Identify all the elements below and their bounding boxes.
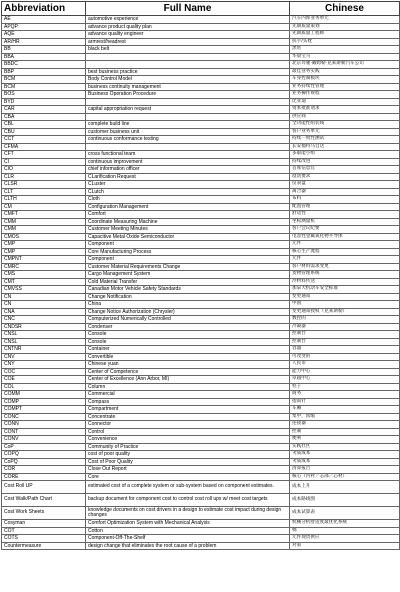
table-row	[2, 203, 400, 211]
table-row	[2, 308, 400, 316]
chinese-cell: 便利	[290, 436, 400, 444]
table-row	[2, 241, 400, 249]
chinese-cell: 车厢	[290, 406, 400, 414]
full-name-cell: Body Control Model	[86, 76, 290, 84]
abbreviation-cell: CBA	[2, 113, 86, 121]
abbreviation-cell: CNTNR	[2, 346, 86, 354]
abbreviation-cell: CFT	[2, 151, 86, 159]
chinese-cell: 核心（内衬／芯部／芯材）	[290, 473, 400, 481]
abbreviation-cell: BBP	[2, 68, 86, 76]
full-name-cell: Console	[86, 338, 290, 346]
chinese-cell: 卓越中心	[290, 376, 400, 384]
chinese-cell: 柱子	[290, 383, 400, 391]
chinese-cell: 控制	[290, 428, 400, 436]
chinese-cell: 货物管理系统	[290, 271, 400, 279]
abbreviation-cell: COMPT	[2, 406, 86, 414]
full-name-cell: Coordinate Measuring Machine	[86, 218, 290, 226]
chinese-cell: 先期质量策划	[290, 23, 400, 31]
chinese-cell: 首席信息官	[290, 166, 400, 174]
full-name-cell: Customer Meeting Minutes	[86, 226, 290, 234]
abbreviation-cell: CN	[2, 301, 86, 309]
full-name-cell	[86, 113, 290, 121]
full-name-cell: CLuster	[86, 181, 290, 189]
chinese-cell: 指南针	[290, 398, 400, 406]
full-name-cell: Component-Off-The-Shelf	[86, 535, 290, 543]
full-name-cell: Commercial	[86, 391, 290, 399]
full-name-cell: backup document for component cost to control cost roll ups w/ meet cost targets	[86, 494, 290, 507]
abbreviation-cell: CMM	[2, 226, 86, 234]
full-name-cell: China	[86, 301, 290, 309]
abbreviation-cell: CFMA	[2, 143, 86, 151]
full-name-cell: Cold Material Transfer	[86, 278, 290, 286]
table-row	[2, 106, 400, 114]
full-name-cell: Comfort	[86, 211, 290, 219]
chinese-cell: 北京奔驰·戴姆勒·克莱斯勒汽车公司	[290, 61, 400, 69]
table-row	[2, 113, 400, 121]
full-name-cell: customer business unit	[86, 128, 290, 136]
chinese-cell: 客户材料需求变更	[290, 263, 400, 271]
chinese-cell: 持续一致性测试	[290, 136, 400, 144]
abbreviation-cell: Cosyman	[2, 520, 86, 528]
table-row	[2, 323, 400, 331]
abbreviation-cell: CoP	[2, 443, 86, 451]
full-name-cell: best business practice	[86, 68, 290, 76]
abbreviation-cell: BYD	[2, 98, 86, 106]
full-name-cell: Component	[86, 256, 290, 264]
chinese-cell: 业务操作规程	[290, 91, 400, 99]
table-row	[2, 286, 400, 294]
table-row	[2, 331, 400, 339]
table-row	[2, 421, 400, 429]
table-row	[2, 346, 400, 354]
table-row	[2, 248, 400, 256]
table-row	[2, 136, 400, 144]
chinese-cell: 比亚迪	[290, 98, 400, 106]
full-name-cell: Computerized Numerically Controlled	[86, 316, 290, 324]
full-name-cell: Compass	[86, 398, 290, 406]
abbreviation-cell: Cost Walk/Path Chart	[2, 494, 86, 507]
chinese-cell: 实践社区	[290, 443, 400, 451]
full-name-cell: Change Notification	[86, 293, 290, 301]
full-name-cell: continuous improvement	[86, 158, 290, 166]
abbreviation-cell: CM	[2, 203, 86, 211]
table-row	[2, 451, 400, 459]
table-row	[2, 38, 400, 46]
chinese-cell: 最佳业务实践	[290, 68, 400, 76]
full-name-cell: Cloth	[86, 196, 290, 204]
abbreviation-cell: CN	[2, 293, 86, 301]
table-row	[2, 278, 400, 286]
table-row	[2, 211, 400, 219]
abbreviation-cell: CLT	[2, 188, 86, 196]
chinese-cell: 元件	[290, 256, 400, 264]
abbreviation-cell: CNC	[2, 316, 86, 324]
full-name-cell: Change Notice Authorization (Chrysler)	[86, 308, 290, 316]
chinese-cell: 对策	[290, 542, 400, 550]
table-row	[2, 256, 400, 264]
table-row	[2, 196, 400, 204]
table-row	[2, 413, 400, 421]
chinese-cell: 冷凝器	[290, 323, 400, 331]
table-row	[2, 535, 400, 543]
table-row	[2, 83, 400, 91]
chinese-cell: 华晨宝马	[290, 53, 400, 61]
abbreviation-cell: BCM	[2, 83, 86, 91]
abbreviation-cell: COMM	[2, 391, 86, 399]
abbreviation-cell: CLSR	[2, 181, 86, 189]
table-row	[2, 16, 400, 24]
table-row	[2, 398, 400, 406]
table-row	[2, 233, 400, 241]
chinese-cell: 客户业务单元	[290, 128, 400, 136]
chinese-cell: 业务持续性管理	[290, 83, 400, 91]
table-row	[2, 436, 400, 444]
table-row	[2, 353, 400, 361]
abbreviation-cell: CONC	[2, 413, 86, 421]
full-name-cell: knowledge documents on cost drivers in a design to estimate cost impact during design changes	[86, 507, 290, 520]
table-row	[2, 443, 400, 451]
full-name-cell: Comfort Optimization System with Mechanical Analysis	[86, 520, 290, 528]
chinese-cell: 能力中心	[290, 368, 400, 376]
table-body	[2, 16, 400, 550]
abbreviation-cell: COL	[2, 383, 86, 391]
table-row	[2, 23, 400, 31]
chinese-cell: 机械分析舒适度最优化系统	[290, 520, 400, 528]
table-row	[2, 458, 400, 466]
header-chinese: Chinese	[290, 2, 400, 16]
full-name-cell: Connector	[86, 421, 290, 429]
chinese-cell: 先期质量工程师	[290, 31, 400, 39]
chinese-cell: 元件现货供应	[290, 535, 400, 543]
chinese-cell: 全功能性组装线	[290, 121, 400, 129]
full-name-cell: complete build line	[86, 121, 290, 129]
table-row	[2, 121, 400, 129]
chinese-cell: 劣质成本	[290, 458, 400, 466]
table-row	[2, 473, 400, 481]
abbreviation-table	[1, 1, 400, 550]
table-row	[2, 542, 400, 550]
full-name-cell: capital appropriation request	[86, 106, 290, 114]
abbreviation-cell: AE	[2, 16, 86, 24]
table-row	[2, 226, 400, 234]
full-name-cell: Cargo Management System	[86, 271, 290, 279]
abbreviation-cell: COPQ	[2, 451, 86, 459]
chinese-cell: 核心生产流程	[290, 248, 400, 256]
abbreviation-cell: COMP	[2, 398, 86, 406]
full-name-cell: Convertible	[86, 353, 290, 361]
abbreviation-cell: AR/HR	[2, 38, 86, 46]
full-name-cell: Core	[86, 473, 290, 481]
table-row	[2, 361, 400, 369]
table-row	[2, 31, 400, 39]
table-row	[2, 316, 400, 324]
chinese-cell: 变更通知	[290, 293, 400, 301]
abbreviation-cell: CAR	[2, 106, 86, 114]
chinese-cell: 连接器	[290, 421, 400, 429]
abbreviation-cell: COE	[2, 376, 86, 384]
abbreviation-cell: CONV	[2, 436, 86, 444]
abbreviation-cell: CMT	[2, 278, 86, 286]
table-row	[2, 166, 400, 174]
table-row	[2, 368, 400, 376]
abbreviation-cell: AQE	[2, 31, 86, 39]
abbreviation-cell: CORE	[2, 473, 86, 481]
abbreviation-cell: CoPQ	[2, 458, 86, 466]
full-name-cell: Convenience	[86, 436, 290, 444]
table-row	[2, 188, 400, 196]
chinese-cell: 舒适性	[290, 211, 400, 219]
full-name-cell: black belt	[86, 46, 290, 54]
table-row	[2, 481, 400, 494]
table-row	[2, 293, 400, 301]
chinese-cell: 冷材料传送	[290, 278, 400, 286]
full-name-cell: Concentrate	[86, 413, 290, 421]
abbreviation-cell: CNSL	[2, 338, 86, 346]
table-row	[2, 527, 400, 535]
abbreviation-cell: CNDSR	[2, 323, 86, 331]
header-abbreviation: Abbreviation	[2, 2, 86, 16]
chinese-cell: 成本上升	[290, 481, 400, 494]
full-name-cell: continuous conformance testing	[86, 136, 290, 144]
abbreviation-cell: BB	[2, 46, 86, 54]
full-name-cell	[86, 53, 290, 61]
abbreviation-cell: CCT	[2, 136, 86, 144]
abbreviation-cell: BOS	[2, 91, 86, 99]
chinese-cell: 黑带	[290, 46, 400, 54]
abbreviation-cell: CMOS	[2, 233, 86, 241]
table-row	[2, 143, 400, 151]
chinese-cell: 离合器	[290, 188, 400, 196]
full-name-cell: CLarification Request	[86, 173, 290, 181]
chinese-cell: 资本批准请求	[290, 106, 400, 114]
table-row	[2, 128, 400, 136]
abbreviation-cell: CNY	[2, 361, 86, 369]
full-name-cell: Compartment	[86, 406, 290, 414]
full-name-cell: cost of poor quality	[86, 451, 290, 459]
abbreviation-cell: COR	[2, 466, 86, 474]
chinese-cell: 车身控制模块	[290, 76, 400, 84]
abbreviation-cell: CMVSS	[2, 286, 86, 294]
table-row	[2, 507, 400, 520]
full-name-cell: cross functional team	[86, 151, 290, 159]
chinese-cell: 商务	[290, 391, 400, 399]
full-name-cell	[86, 143, 290, 151]
abbreviation-cell: COC	[2, 368, 86, 376]
chinese-cell: 中国	[290, 301, 400, 309]
abbreviation-cell: CLTH	[2, 196, 86, 204]
chinese-cell: 长安福特马自达	[290, 143, 400, 151]
abbreviation-cell: BCM	[2, 76, 86, 84]
chinese-cell: 澄清要求	[290, 173, 400, 181]
abbreviation-cell: Cost Roll UP	[2, 481, 86, 494]
full-name-cell: Column	[86, 383, 290, 391]
full-name-cell: Canadian Motor Vehicle Safety Standards	[86, 286, 290, 294]
chinese-cell: 仪表盘	[290, 181, 400, 189]
full-name-cell: chief information officer	[86, 166, 290, 174]
abbreviation-cell: CMM	[2, 218, 86, 226]
abbreviation-cell: CONN	[2, 421, 86, 429]
chinese-cell: 劣质成本	[290, 451, 400, 459]
abbreviation-cell: CBU	[2, 128, 86, 136]
full-name-cell: Core Manufacturing Process	[86, 248, 290, 256]
chinese-cell: 清算报告	[290, 466, 400, 474]
table-row	[2, 46, 400, 54]
chinese-cell: 电容性金属氧化物半导体	[290, 233, 400, 241]
table-row	[2, 181, 400, 189]
abbreviation-cell: CNV	[2, 353, 86, 361]
table-row	[2, 218, 400, 226]
full-name-cell: armrest/headrest	[86, 38, 290, 46]
table-row	[2, 466, 400, 474]
abbreviation-cell: CIO	[2, 166, 86, 174]
full-name-cell: CLutch	[86, 188, 290, 196]
table-row	[2, 271, 400, 279]
abbreviation-cell: CLR	[2, 173, 86, 181]
table-row	[2, 428, 400, 436]
chinese-cell: 坐标测量机	[290, 218, 400, 226]
abbreviation-cell: COTS	[2, 535, 86, 543]
table-row	[2, 151, 400, 159]
chinese-cell: 成本路线图	[290, 494, 400, 507]
full-name-cell: Cost of Poor Quality	[86, 458, 290, 466]
chinese-cell: 人民币	[290, 361, 400, 369]
abbreviation-cell: Countermeasure	[2, 542, 86, 550]
abbreviation-cell: CMPNT	[2, 256, 86, 264]
abbreviation-cell: CMS	[2, 271, 86, 279]
abbreviation-cell: Cost Work Sheets	[2, 507, 86, 520]
table-row	[2, 383, 400, 391]
table-header-row	[2, 2, 400, 16]
full-name-cell: Community of Practice	[86, 443, 290, 451]
table-row	[2, 98, 400, 106]
table-row	[2, 376, 400, 384]
chinese-cell: 客户会议纪要	[290, 226, 400, 234]
full-name-cell: Container	[86, 346, 290, 354]
full-name-cell: Chinese yuan	[86, 361, 290, 369]
abbreviation-cell: CMFT	[2, 211, 86, 219]
full-name-cell: Component	[86, 241, 290, 249]
full-name-cell	[86, 98, 290, 106]
table-row	[2, 173, 400, 181]
table-row	[2, 76, 400, 84]
full-name-cell: Close Out Report	[86, 466, 290, 474]
chinese-cell: 汽车内饰业务单元	[290, 16, 400, 24]
full-name-cell: business continuity management	[86, 83, 290, 91]
full-name-cell	[86, 61, 290, 69]
chinese-cell: 持续改进	[290, 158, 400, 166]
full-name-cell: Control	[86, 428, 290, 436]
table-row	[2, 494, 400, 507]
chinese-cell: 配置管理	[290, 203, 400, 211]
full-name-cell: Capacitive Metal Oxide Semiconductor	[86, 233, 290, 241]
chinese-cell: 棉	[290, 527, 400, 535]
chinese-cell: 布料	[290, 196, 400, 204]
table-row	[2, 53, 400, 61]
abbreviation-cell: CBL	[2, 121, 86, 129]
abbreviation-cell: CI	[2, 158, 86, 166]
full-name-cell: Center of Excellence (Ann Arbor, MI)	[86, 376, 290, 384]
chinese-cell: 成本试算表	[290, 507, 400, 520]
full-name-cell: Condenser	[86, 323, 290, 331]
abbreviation-cell: CMP	[2, 248, 86, 256]
abbreviation-cell: CMRC	[2, 263, 86, 271]
full-name-cell: Center of Competence	[86, 368, 290, 376]
chinese-cell: 变更通知授权（克莱斯勒）	[290, 308, 400, 316]
abbreviation-cell: APQP	[2, 23, 86, 31]
abbreviation-cell: BBDC	[2, 61, 86, 69]
abbreviation-cell: CMP	[2, 241, 86, 249]
chinese-cell: 供应商	[290, 113, 400, 121]
table-row	[2, 158, 400, 166]
chinese-cell: 控制台	[290, 331, 400, 339]
chinese-cell: 可改变的	[290, 353, 400, 361]
chinese-cell: 集中，浓缩	[290, 413, 400, 421]
full-name-cell: estimated cost of a complete system or sub-system based on component estimates.	[86, 481, 290, 494]
full-name-cell: automotive experience	[86, 16, 290, 24]
full-name-cell: Console	[86, 331, 290, 339]
table-row	[2, 301, 400, 309]
chinese-cell: 扶手/头枕	[290, 38, 400, 46]
table-row	[2, 520, 400, 528]
full-name-cell: Business Operation Procedure	[86, 91, 290, 99]
chinese-cell: 加拿大机动车安全标准	[290, 286, 400, 294]
table-row	[2, 91, 400, 99]
full-name-cell: Customer Material Requirements Change	[86, 263, 290, 271]
chinese-cell: 多职能小组	[290, 151, 400, 159]
table-row	[2, 263, 400, 271]
chinese-cell: 数控的	[290, 316, 400, 324]
chinese-cell: 控制台	[290, 338, 400, 346]
abbreviation-cell: CONT	[2, 428, 86, 436]
chinese-cell: 元件	[290, 241, 400, 249]
table-row	[2, 406, 400, 414]
abbreviation-cell: CNSL	[2, 331, 86, 339]
full-name-cell: Cotton	[86, 527, 290, 535]
chinese-cell: 容器	[290, 346, 400, 354]
abbreviation-cell: CNA	[2, 308, 86, 316]
table-row	[2, 391, 400, 399]
full-name-cell: advance product quality plan	[86, 23, 290, 31]
table-row	[2, 61, 400, 69]
abbreviation-cell: BBA	[2, 53, 86, 61]
full-name-cell: design change that eliminates the root cause of a problem	[86, 542, 290, 550]
table-row	[2, 338, 400, 346]
table-row	[2, 68, 400, 76]
full-name-cell: advance quality engineer	[86, 31, 290, 39]
full-name-cell: Configuration Management	[86, 203, 290, 211]
abbreviation-cell: COT	[2, 527, 86, 535]
header-full-name: Full Name	[86, 2, 290, 16]
